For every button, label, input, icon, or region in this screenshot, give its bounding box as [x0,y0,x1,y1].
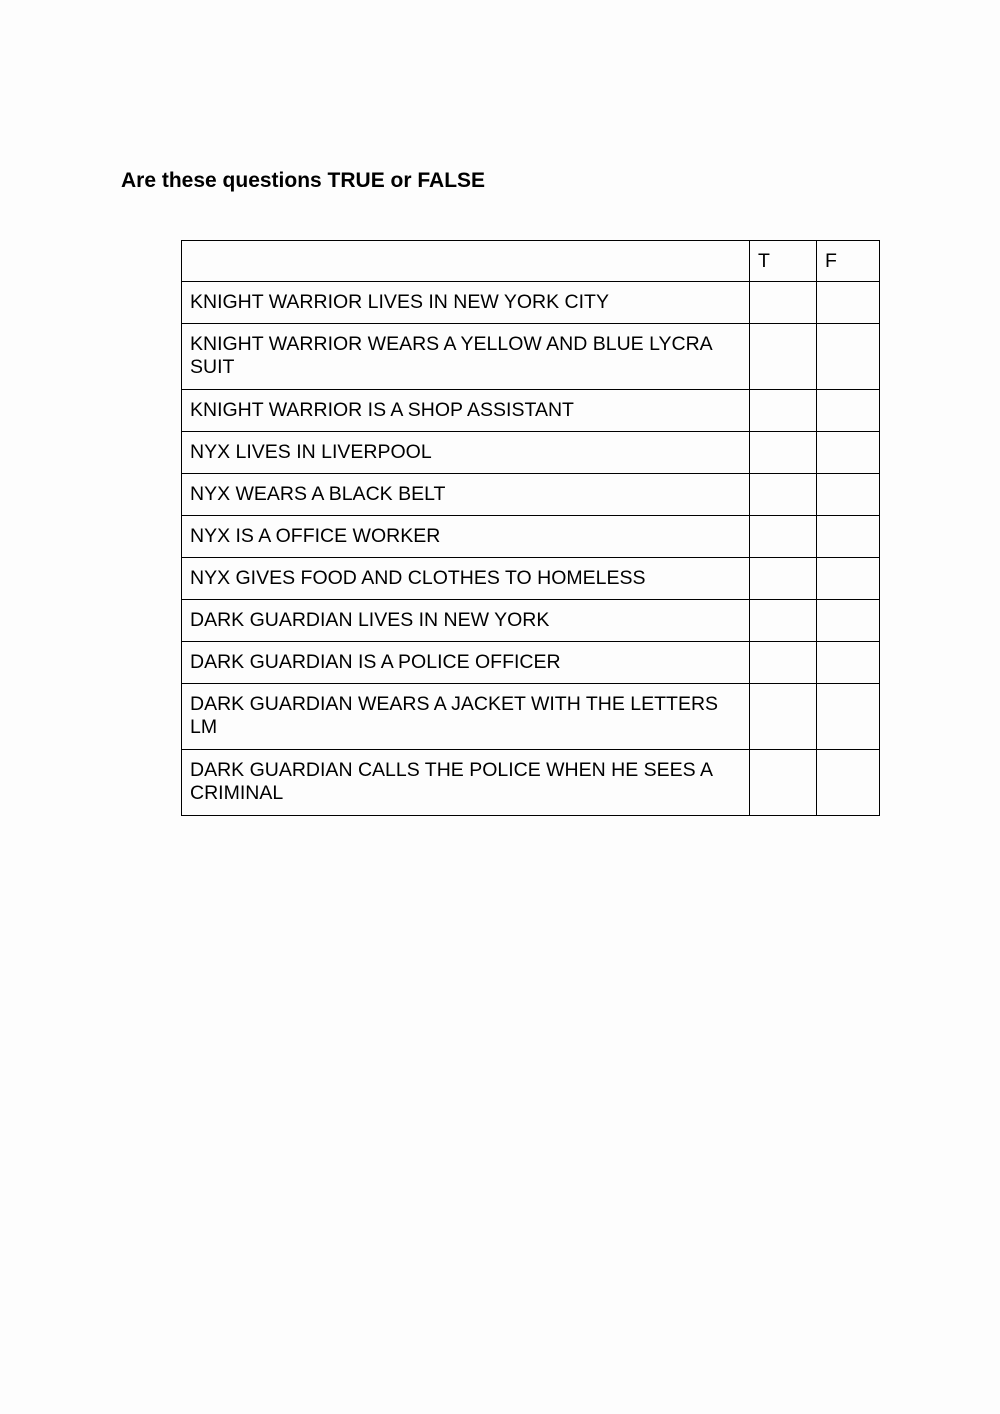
statement-cell: DARK GUARDIAN LIVES IN NEW YORK [182,600,750,642]
false-answer-cell[interactable] [817,324,880,390]
statement-cell: KNIGHT WARRIOR LIVES IN NEW YORK CITY [182,282,750,324]
statement-cell: DARK GUARDIAN CALLS THE POLICE WHEN HE SEES A CRIMINAL [182,750,750,816]
false-answer-cell[interactable] [817,432,880,474]
true-answer-cell[interactable] [750,558,817,600]
table-row [182,474,880,516]
false-answer-cell[interactable] [817,390,880,432]
table-row [182,432,880,474]
statement-cell: DARK GUARDIAN IS A POLICE OFFICER [182,642,750,684]
true-column-header: T [750,241,817,282]
table-row [182,558,880,600]
true-answer-cell[interactable] [750,390,817,432]
table-row [182,516,880,558]
table-row [182,684,880,750]
true-answer-cell[interactable] [750,750,817,816]
table-row [182,282,880,324]
statement-cell: NYX GIVES FOOD AND CLOTHES TO HOMELESS [182,558,750,600]
false-answer-cell[interactable] [817,750,880,816]
statement-cell: NYX IS A OFFICE WORKER [182,516,750,558]
statement-cell: KNIGHT WARRIOR IS A SHOP ASSISTANT [182,390,750,432]
true-answer-cell[interactable] [750,516,817,558]
true-answer-cell[interactable] [750,684,817,750]
page-title: Are these questions TRUE or FALSE [121,169,486,192]
false-answer-cell[interactable] [817,282,880,324]
false-answer-cell[interactable] [817,600,880,642]
true-answer-cell[interactable] [750,432,817,474]
table-row [182,600,880,642]
table-row [182,390,880,432]
table-row [182,750,880,816]
table-row [182,324,880,390]
table-header-row [182,241,880,282]
true-false-table [181,240,880,816]
statement-cell: DARK GUARDIAN WEARS A JACKET WITH THE LETTERS LM [182,684,750,750]
true-answer-cell[interactable] [750,642,817,684]
statement-header-cell [182,241,750,282]
false-column-header: F [817,241,880,282]
statement-cell: KNIGHT WARRIOR WEARS A YELLOW AND BLUE LYCRA SUIT [182,324,750,390]
table-row [182,642,880,684]
true-answer-cell[interactable] [750,600,817,642]
statement-cell: NYX LIVES IN LIVERPOOL [182,432,750,474]
true-answer-cell[interactable] [750,324,817,390]
false-answer-cell[interactable] [817,516,880,558]
false-answer-cell[interactable] [817,684,880,750]
false-answer-cell[interactable] [817,558,880,600]
true-answer-cell[interactable] [750,474,817,516]
statement-cell: NYX WEARS A BLACK BELT [182,474,750,516]
true-answer-cell[interactable] [750,282,817,324]
false-answer-cell[interactable] [817,642,880,684]
false-answer-cell[interactable] [817,474,880,516]
